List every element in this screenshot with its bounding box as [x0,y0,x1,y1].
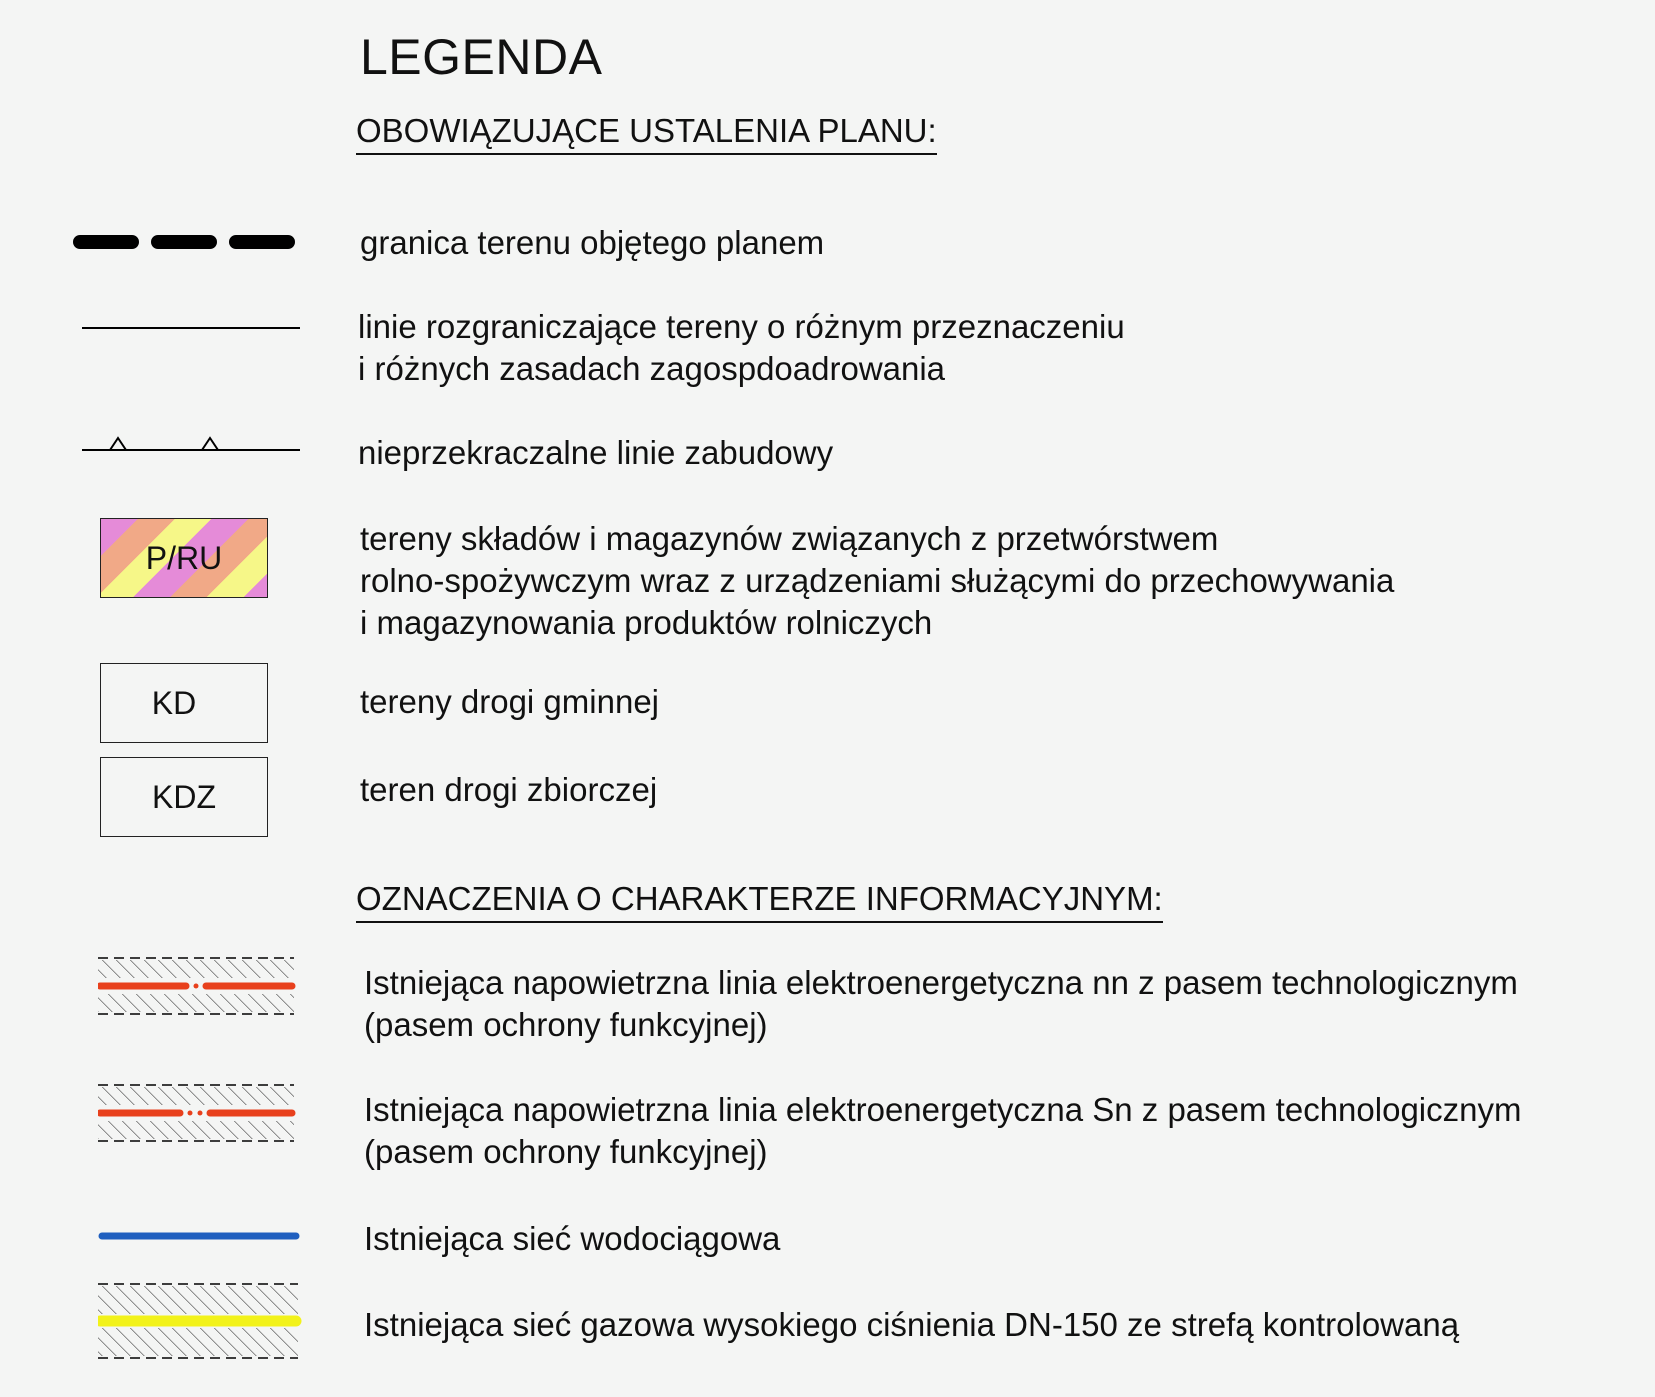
section-heading-plan: OBOWIĄZUJĄCE USTALENIA PLANU: [356,112,937,155]
description-line: Istniejąca sieć wodociągowa [364,1220,781,1257]
description-line: (pasem ochrony funkcyjnej) [364,1133,768,1170]
dashed-boundary-line-icon [72,222,312,262]
legend-item-description [364,1218,780,1260]
zone-code: P/RU [145,539,223,576]
description-line: granica terenu objętego planem [360,224,825,261]
zone-box-icon [100,757,268,837]
description-line: i magazynowania produktów rolniczych [360,604,933,641]
power-line-sn-icon [98,1083,298,1143]
description-line: rolno-spożywczym wraz z urządzeniami służącymi do przechowywania [360,562,1395,599]
description-line: Istniejąca napowietrzna linia elektroenergetyczna Sn z pasem technologicznym [364,1091,1522,1128]
zone-code: KD [151,684,197,721]
description-line: teren drogi zbiorczej [360,771,658,808]
legend-item-description [360,222,824,264]
description-line: Istniejąca napowietrzna linia elektroenergetyczna nn z pasem technologicznym [364,964,1518,1001]
description-line: nieprzekraczalne linie zabudowy [358,434,834,471]
description-line: (pasem ochrony funkcyjnej) [364,1006,768,1043]
water-line-icon [98,1218,302,1258]
description-line: Istniejąca sieć gazowa wysokiego ciśnienia DN-150 ze strefą kontrolowaną [364,1306,1460,1343]
legend-item-description [358,432,833,474]
legend-item-description [364,1089,1521,1173]
legend-title: LEGENDA [360,29,603,85]
legend-item-description [364,962,1518,1046]
legend-item-description [360,518,1394,644]
description-line: tereny składów i magazynów związanych z przetwórstwem [360,520,1219,557]
gas-line-icon [98,1282,302,1362]
zone-code: KDZ [152,778,216,815]
zone-box-icon [100,663,268,743]
description-line: linie rozgraniczające tereny o różnym przeznaczeniu [358,308,1125,345]
power-line-nn-icon [98,956,298,1016]
legend-item-description [358,306,1125,390]
description-line: i różnych zasadach zagospdoadrowania [358,350,946,387]
legend-item-description [360,681,659,723]
legend-item-description [360,769,657,811]
description-line: tereny drogi gminnej [360,683,659,720]
section-heading-info: OZNACZENIA O CHARAKTERZE INFORMACYJNYM: [356,880,1163,923]
legend-item-description [364,1304,1459,1346]
building-line-icon [80,426,302,466]
striped-zone-box-icon [100,518,268,598]
solid-line-icon [80,306,302,346]
